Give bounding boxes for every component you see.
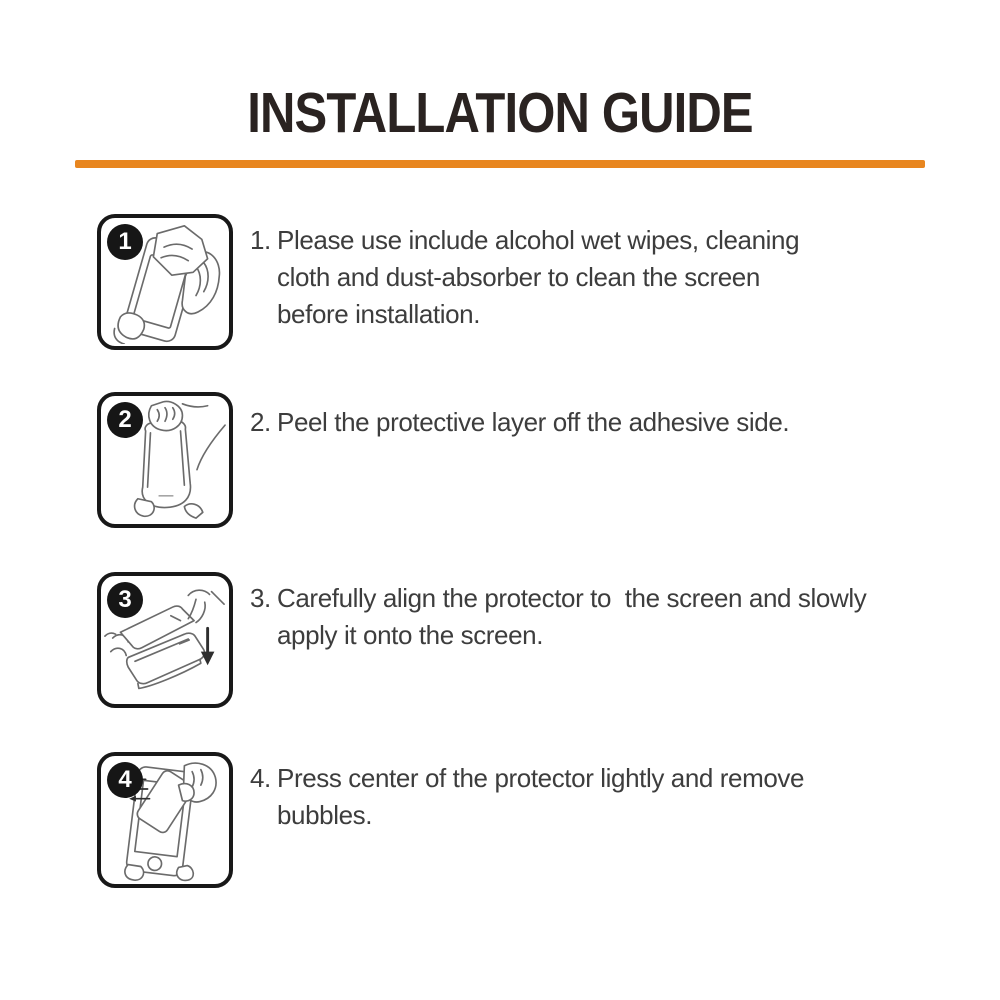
step-2-text [250,392,789,441]
step-2-illustration-box [97,392,233,528]
step-text-line: cloth and dust-absorber to clean the screen [277,262,760,292]
step-4-illustration-box [97,752,233,888]
step-text-line: 3. Carefully align the protector to the screen and slowly [250,580,866,617]
step-number-badge: 4 [107,762,143,798]
step-number-badge: 3 [107,582,143,618]
step-text-line: bubbles. [277,800,373,830]
step-text-line: apply it onto the screen. [277,620,544,650]
step-number-badge: 2 [107,402,143,438]
step-number-label: 2. [250,407,271,437]
step-number-label: 1. [250,225,271,255]
step-3-illustration-box [97,572,233,708]
step-number-label: 4. [250,763,271,793]
step-row-3 [97,572,866,708]
orange-divider [75,160,925,168]
step-1-text [250,214,799,333]
step-3-text [250,572,866,654]
step-text-line: 1. Please use include alcohol wet wipes, cleaning [250,222,799,259]
page-title: INSTALLATION GUIDE [247,81,753,145]
step-text-line: 2. Peel the protective layer off the adhesive side. [250,404,789,441]
step-row-1 [97,214,799,350]
step-text-line: before installation. [277,299,481,329]
step-text-line: 4. Press center of the protector lightly and remove [250,760,804,797]
step-row-2 [97,392,789,528]
step-4-text [250,752,804,834]
step-1-illustration-box [97,214,233,350]
step-row-4 [97,752,804,888]
step-number-badge: 1 [107,224,143,260]
step-number-label: 3. [250,583,271,613]
